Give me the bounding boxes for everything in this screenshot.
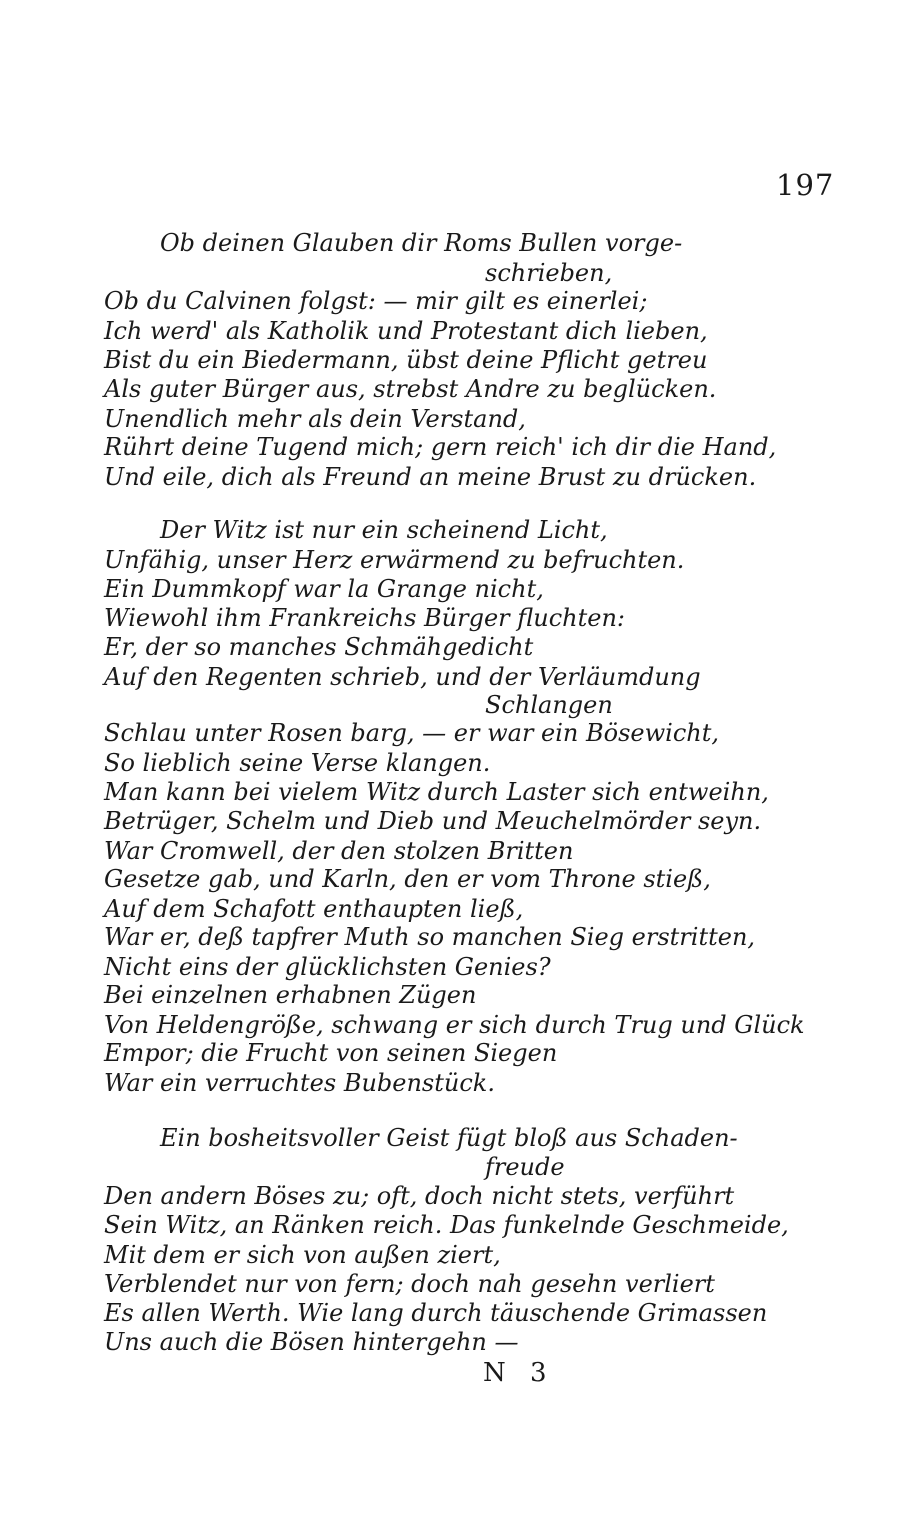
poem-line: Empor; die Frucht von seinen Siegen [104,1039,558,1067]
poem-line: Als guter Bürger aus, strebst Andre zu beglücken. [104,375,717,403]
poem-line: Ob deinen Glauben dir Roms Bullen vorge- [160,229,683,257]
poem-line: Rührt deine Tugend mich; gern reich' ich dir die Hand, [104,433,777,461]
poem-line-continuation: schrieben, [485,259,613,287]
poem-line: Den andern Böses zu; oft, doch nicht stets, verführt [104,1182,735,1210]
poem-line: Ich werd' als Katholik und Protestant dich lieben, [104,317,708,345]
poem-line: Ein bosheitsvoller Geist fügt bloß aus Schaden- [160,1124,738,1152]
poem-line: Unfähig, unser Herz erwärmend zu befruchten. [104,546,685,574]
poem-line: Mit dem er sich von außen ziert, [104,1241,501,1269]
page-number: 197 [776,168,835,202]
poem-line: Gesetze gab, und Karln, den er vom Throne stieß, [104,865,711,893]
poem-line: So lieblich seine Verse klangen. [104,749,491,777]
poem-line: Auf den Regenten schrieb, und der Verläumdung [104,663,701,691]
poem-line: War Cromwell, der den stolzen Britten [104,837,574,865]
poem-line: Es allen Werth. Wie lang durch täuschende Grimassen [104,1299,768,1327]
printer-signature-mark: N 3 [483,1358,555,1388]
poem-line: Unendlich mehr als dein Verstand, [104,405,526,433]
poem-line: Sein Witz, an Ränken reich. Das funkelnde Geschmeide, [104,1211,789,1239]
poem-line: War er, deß tapfrer Muth so manchen Sieg erstritten, [104,923,756,951]
poem-line: Nicht eins der glücklichsten Genies? [104,953,551,981]
poem-line: Bist du ein Biedermann, übst deine Pflicht getreu [104,346,708,374]
poem-line: Er, der so manches Schmähgedicht [104,633,534,661]
poem-line: Schlau unter Rosen barg, — er war ein Bösewicht, [104,719,720,747]
poem-line: Man kann bei vielem Witz durch Laster sich entweihn, [104,778,769,806]
poem-line: Auf dem Schafott enthaupten ließ, [104,895,524,923]
poem-line: Bei einzelnen erhabnen Zügen [104,981,477,1009]
poem-line-continuation: Schlangen [485,691,613,719]
poem-line-continuation: freude [485,1153,565,1181]
poem-line: Wiewohl ihm Frankreichs Bürger fluchten: [104,604,626,632]
poem-line: Uns auch die Bösen hintergehn — [104,1328,519,1356]
poem-line: Ob du Calvinen folgst: — mir gilt es einerlei; [104,287,648,315]
poem-line: War ein verruchtes Bubenstück. [104,1069,495,1097]
poem-line: Und eile, dich als Freund an meine Brust zu drücken. [104,463,757,491]
poem-line: Verblendet nur von fern; doch nah gesehn verliert [104,1270,715,1298]
poem-line: Ein Dummkopf war la Grange nicht, [104,575,544,603]
poem-line: Der Witz ist nur ein scheinend Licht, [160,516,608,544]
poem-line: Von Heldengröße, schwang er sich durch Trug und Glück [104,1011,805,1039]
poem-line: Betrüger, Schelm und Dieb und Meuchelmörder seyn. [104,807,762,835]
